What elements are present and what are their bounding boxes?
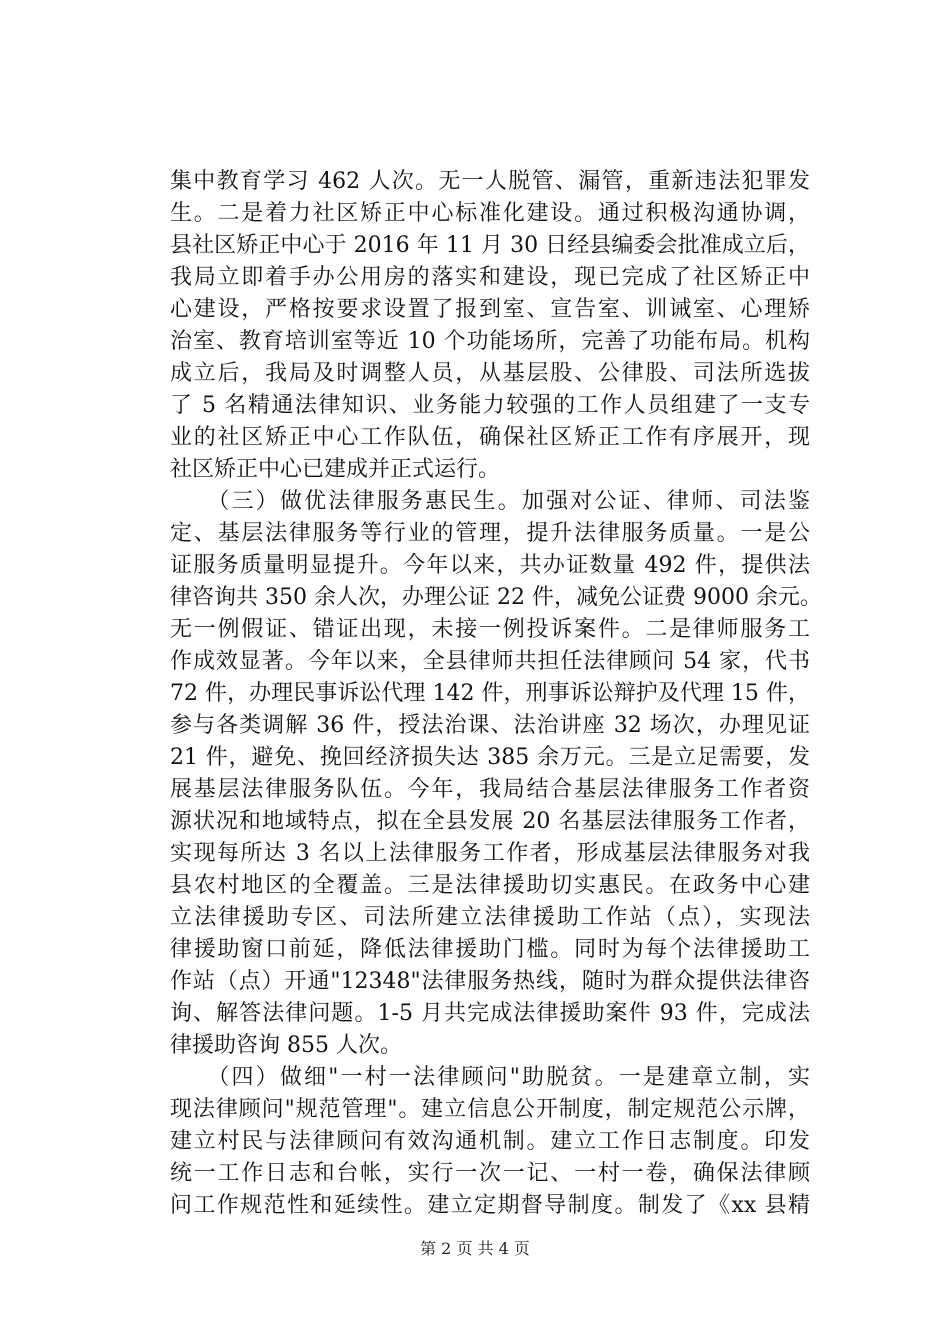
text-line: （四）做细"一村一法律顾问"助脱贫。一是建章立制，实 <box>170 1065 810 1090</box>
text-line: （三）做优法律服务惠民生。加强对公证、律师、司法鉴 <box>170 489 810 514</box>
text-line: 询、解答法律问题。1-5 月共完成法律援助案件 93 件，完成法 <box>170 1001 810 1026</box>
text-line: 律咨询共 350 余人次，办理公证 22 件，减免公证费 9000 余元。 <box>170 585 822 610</box>
text-line: 社区矫正中心已建成并正式运行。 <box>170 457 501 482</box>
text-line: 县社区矫正中心于 2016 年 11 月 30 日经县编委会批准成立后， <box>170 233 810 258</box>
text-line: 治室、教育培训室等近 10 个功能场所，完善了功能布局。机构 <box>170 329 810 354</box>
text-line: 问工作规范性和延续性。建立定期督导制度。制发了《xx 县精 <box>170 1193 810 1218</box>
text-line: 无一例假证、错证出现，未接一例投诉案件。二是律师服务工 <box>170 617 810 642</box>
text-line: 证服务质量明显提升。今年以来，共办证数量 492 件，提供法 <box>170 553 810 578</box>
text-line: 建立村民与法律顾问有效沟通机制。建立工作日志制度。印发 <box>170 1129 810 1154</box>
body-text <box>170 166 822 1222</box>
text-line: 集中教育学习 462 人次。无一人脱管、漏管，重新违法犯罪发 <box>170 169 810 194</box>
text-line: 21 件，避免、挽回经济损失达 385 余万元。三是立足需要，发 <box>170 745 810 770</box>
text-line: 生。二是着力社区矫正中心标准化建设。通过积极沟通协调， <box>170 201 810 226</box>
text-line: 成立后，我局及时调整人员，从基层股、公律股、司法所选拔 <box>170 361 810 386</box>
text-line: 律援助窗口前延，降低法律援助门槛。同时为每个法律援助工 <box>170 937 810 962</box>
text-line: 心建设，严格按要求设置了报到室、宣告室、训诫室、心理矫 <box>170 297 810 322</box>
text-line: 作站（点）开通"12348"法律服务热线，随时为群众提供法律咨 <box>170 969 810 994</box>
text-line: 作成效显著。今年以来，全县律师共担任法律顾问 54 家，代书 <box>170 649 810 674</box>
text-line: 72 件，办理民事诉讼代理 142 件，刑事诉讼辩护及代理 15 件， <box>170 681 810 706</box>
text-line: 源状况和地域特点，拟在全县发展 20 名基层法律服务工作者， <box>170 809 810 834</box>
text-line: 参与各类调解 36 件，授法治课、法治讲座 32 场次，办理见证 <box>170 713 810 738</box>
text-line: 展基层法律服务队伍。今年，我局结合基层法律服务工作者资 <box>170 777 810 802</box>
page-footer: 第 2 页 共 4 页 <box>420 1239 530 1258</box>
text-line: 现法律顾问"规范管理"。建立信息公开制度，制定规范公示牌， <box>170 1097 810 1122</box>
text-line: 统一工作日志和台帐，实行一次一记、一村一卷，确保法律顾 <box>170 1161 810 1186</box>
text-line: 立法律援助专区、司法所建立法律援助工作站（点），实现法 <box>170 905 810 930</box>
text-line: 我局立即着手办公用房的落实和建设，现已完成了社区矫正中 <box>170 265 810 290</box>
text-line: 定、基层法律服务等行业的管理，提升法律服务质量。一是公 <box>170 521 810 546</box>
text-line: 律援助咨询 855 人次。 <box>170 1033 402 1058</box>
text-line: 实现每所达 3 名以上法律服务工作者，形成基层法律服务对我 <box>170 841 810 866</box>
text-line: 了 5 名精通法律知识、业务能力较强的工作人员组建了一支专 <box>170 393 810 418</box>
text-line: 业的社区矫正中心工作队伍，确保社区矫正工作有序展开，现 <box>170 425 810 450</box>
text-line: 县农村地区的全覆盖。三是法律援助切实惠民。在政务中心建 <box>170 873 810 898</box>
